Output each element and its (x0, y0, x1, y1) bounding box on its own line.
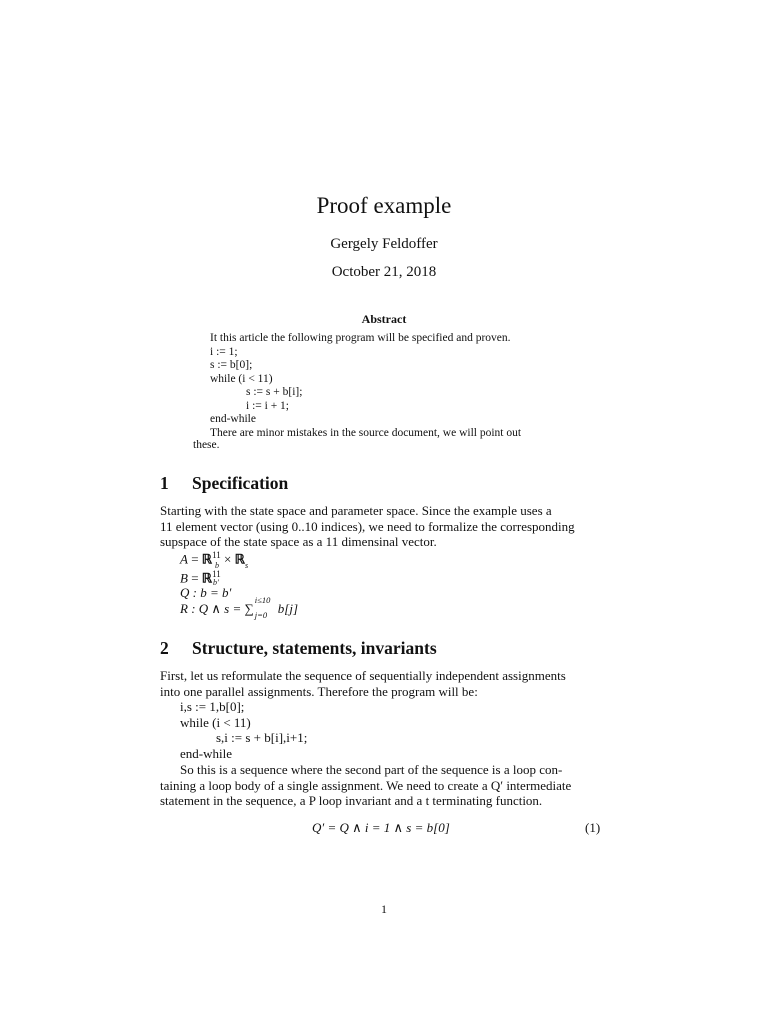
code-line: s,i := s + b[i],i+1; (216, 730, 308, 746)
abstract-code-line: i := i + 1; (246, 399, 290, 412)
text-line: statement in the sequence, a P loop invariant and a t terminating function. (160, 793, 543, 809)
abstract-intro: It this article the following program will be specified and proven. (210, 332, 511, 344)
page-number: 1 (381, 902, 387, 916)
equation-Q: Q : b = b′ (180, 585, 232, 600)
section-1-paragraph (160, 503, 620, 550)
text-line: Starting with the state space and parameter space. Since the example uses a (160, 503, 552, 518)
equation-A: A = ℝ$^{11}$ × ℝ (180, 550, 245, 567)
section-title: Structure, statements, invariants (192, 638, 437, 658)
section-2-paragraph-2 (160, 762, 620, 809)
abstract-heading: Abstract (361, 312, 407, 326)
text-line: First, let us reformulate the sequence of sequentially independent assignments (160, 668, 566, 683)
abstract-code-line: while (i < 11) (210, 372, 273, 385)
section-number: 1 (160, 473, 169, 493)
section-number: 2 (160, 638, 169, 658)
code-line: end-while (180, 745, 232, 761)
equation-A-sub-b: b (215, 561, 219, 570)
section-2-paragraph (160, 668, 620, 699)
text-line: 11 element vector (using 0..10 indices), we need to formalize the corresponding (160, 518, 575, 534)
section-2-heading (160, 638, 437, 659)
section-2-code (180, 699, 307, 761)
abstract-code-line: s := b[0]; (210, 359, 253, 371)
equation-R: R : Q ∧ s = ∑ i≤10 j=0 b[j] (180, 595, 299, 620)
equation-number: (1) (585, 820, 601, 835)
date: October 21, 2018 (331, 264, 437, 280)
text-line: into one parallel assignments. Therefore the program will be: (160, 683, 478, 699)
text-line: So this is a sequence where the second part of the sequence is a loop con- (180, 762, 563, 777)
abstract-code-line: end-while (210, 413, 256, 425)
code-line: i,s := 1,b[0]; (180, 699, 245, 714)
equation-A-sub-s: s (245, 561, 249, 570)
equation-B: B = ℝ$^{11}$ (180, 569, 221, 586)
equation-B-sub: b′ (213, 578, 219, 587)
display-equation: Q′ = Q ∧ i = 1 ∧ s = b[0] (312, 820, 450, 835)
abstract-note: There are minor mistakes in the source document, we will point out (210, 426, 522, 439)
section-title: Specification (192, 473, 289, 493)
paper-title: Proof example (316, 193, 452, 218)
section-1-heading (160, 473, 288, 494)
text-line: taining a loop body of a single assignment. We need to create a Q′ intermediate (160, 777, 572, 793)
author: Gergely Feldoffer (330, 236, 438, 252)
abstract-code-line: i := 1; (210, 345, 238, 358)
code-line: while (i < 11) (180, 714, 251, 730)
abstract-body (210, 332, 590, 440)
text-line: supspace of the state space as a 11 dimensinal vector. (160, 534, 437, 550)
abstract-note-end: these. (193, 439, 220, 451)
abstract-code-line: s := s + b[i]; (246, 386, 303, 398)
